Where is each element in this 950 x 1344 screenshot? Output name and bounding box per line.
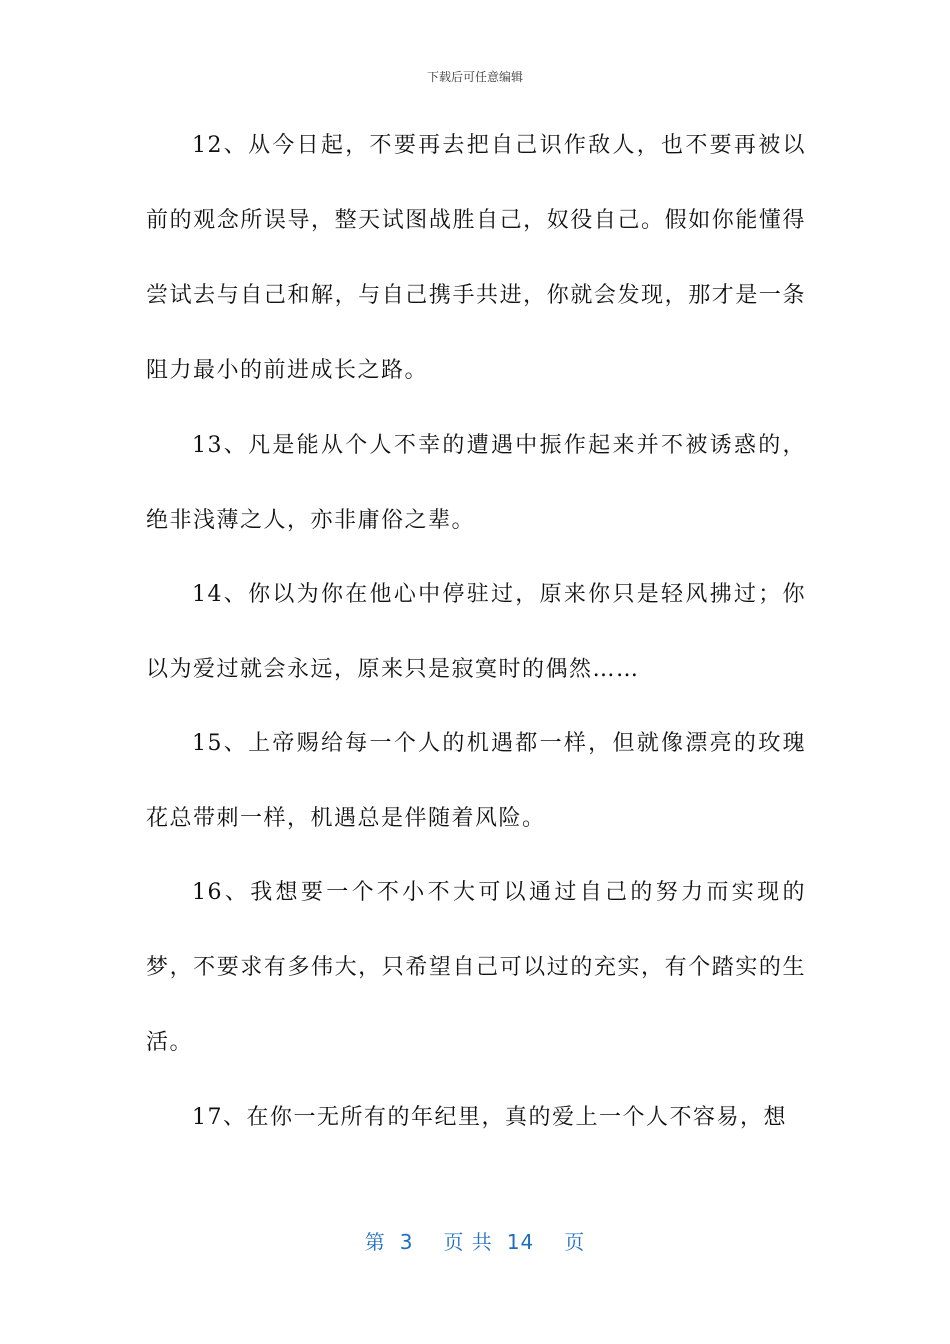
footer-prefix: 第 <box>364 1230 386 1254</box>
paragraph-17: 17、在你一无所有的年纪里，真的爱上一个人不容易，想 <box>192 1105 787 1130</box>
footer-current-page: 3 <box>399 1230 414 1254</box>
footer-total-pages: 14 <box>506 1230 535 1254</box>
header-note: 下载后可任意编辑 <box>426 70 523 84</box>
footer-middle: 页 共 <box>443 1230 493 1254</box>
paragraph-16: 16、我想要一个不小不大可以通过自己的努力而实现的梦，不要求有多伟大，只希望自己可以过的充实，有个踏实的生活。 <box>146 880 806 1055</box>
footer-suffix: 页 <box>564 1230 586 1254</box>
paragraph-12: 12、从今日起，不要再去把自己识作敌人，也不要再被以前的观念所误导，整天试图战胜自己，奴役自己。假如你能懂得尝试去与自己和解，与自己携手共进，你就会发现，那才是一条阻力最小的前进成长之路。 <box>146 133 806 383</box>
paragraph-13: 13、凡是能从个人不幸的遭遇中振作起来并不被诱惑的，绝非浅薄之人，亦非庸俗之辈。 <box>146 433 806 533</box>
paragraph-15: 15、上帝赐给每一个人的机遇都一样，但就像漂亮的玫瑰花总带刺一样，机遇总是伴随着风险。 <box>146 731 806 831</box>
paragraph-14: 14、你以为你在他心中停驻过，原来你只是轻风拂过；你以为爱过就会永远，原来只是寂寞时的偶然…… <box>146 582 806 682</box>
page-footer <box>0 1226 950 1255</box>
